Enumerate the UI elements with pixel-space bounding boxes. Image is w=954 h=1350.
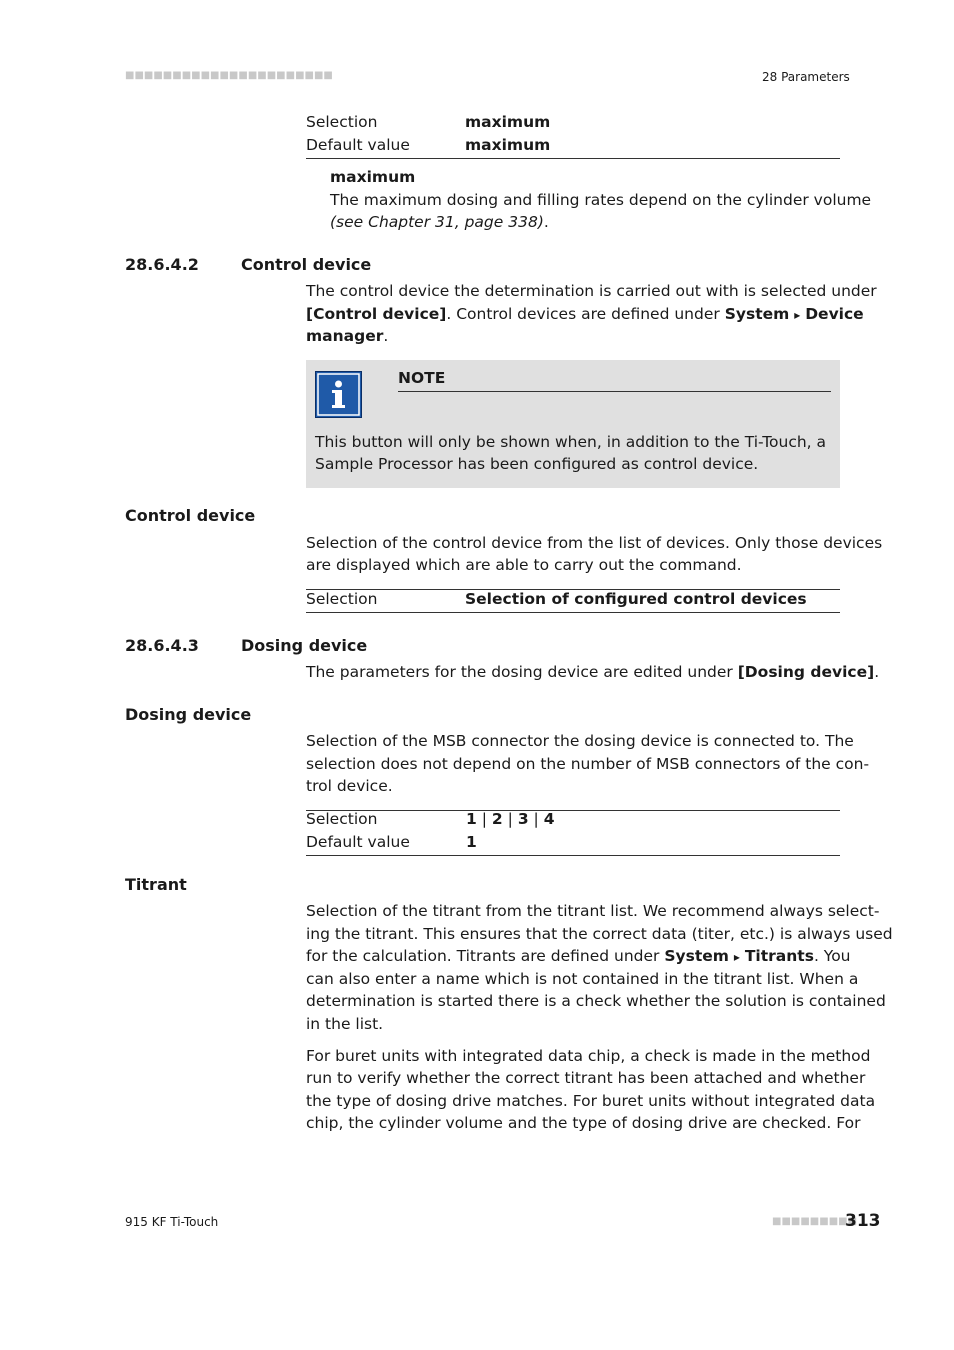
arrow-icon: ▸ <box>733 950 740 964</box>
param-dosing-selection-options: 1 | 2 | 3 | 4 <box>466 810 555 828</box>
param-titrant-p2-line1: For buret units with integrated data chip, a check is made in the method <box>306 1047 871 1065</box>
param-dosing-heading: Dosing device <box>125 705 252 724</box>
param-titrant-p2-line3: the type of dosing drive matches. For buret units without integrated data <box>306 1092 876 1110</box>
top-table-default-value: maximum <box>465 136 551 154</box>
top-table-default-label: Default value <box>306 136 410 154</box>
footer-product: 915 KF Ti-Touch <box>125 1215 219 1229</box>
param-titrant-p1-line5: determination is started there is a check whether the solution is contained <box>306 992 886 1010</box>
section-title: Dosing device <box>241 636 368 655</box>
section-number: 28.6.4.3 <box>125 636 199 655</box>
param-control-selection-value: Selection of configured control devices <box>465 590 807 608</box>
param-titrant-p1-line2: ing the titrant. This ensures that the correct data (titer, etc.) is always used <box>306 925 893 943</box>
header-chapter: 28 Parameters <box>762 70 850 84</box>
maximum-ref[interactable]: (see Chapter 31, page 338) <box>330 213 544 231</box>
param-titrant-p1-line3: for the calculation. Titrants are defined under System ▸ Titrants. You <box>306 947 851 965</box>
top-table-selection-label: Selection <box>306 113 378 131</box>
param-dosing-line3: trol device. <box>306 777 393 795</box>
page-number: 313 <box>845 1211 881 1231</box>
table-rule <box>306 612 840 613</box>
param-dosing-default-value: 1 <box>466 833 477 851</box>
note-line2: Sample Processor has been configured as control device. <box>315 455 759 473</box>
section-dosing-intro: The parameters for the dosing device are edited under [Dosing device]. <box>306 663 880 681</box>
param-dosing-line2: selection does not depend on the number of MSB connectors of the con- <box>306 755 870 773</box>
param-titrant-p1-line6: in the list. <box>306 1015 384 1033</box>
param-titrant-p2-line4: chip, the cylinder volume and the type of dosing drive are checked. For <box>306 1114 861 1132</box>
maximum-term: maximum <box>330 168 416 186</box>
section-title: Control device <box>241 255 372 274</box>
footer-decoration: ■■■■■■■■■ <box>772 1216 858 1227</box>
param-titrant-heading: Titrant <box>125 875 187 894</box>
section-intro-line1: The control device the determination is carried out with is selected under <box>306 282 877 300</box>
param-dosing-default-label: Default value <box>306 833 410 851</box>
note-rule <box>398 391 831 392</box>
table-rule <box>306 810 840 811</box>
info-icon <box>315 371 362 418</box>
note-title: NOTE <box>398 369 446 387</box>
note-line1: This button will only be shown when, in addition to the Ti-Touch, a <box>315 433 827 451</box>
param-control-line1: Selection of the control device from the list of devices. Only those devices <box>306 534 883 552</box>
param-titrant-p1-line1: Selection of the titrant from the titrant list. We recommend always select- <box>306 902 880 920</box>
param-dosing-selection-label: Selection <box>306 810 378 828</box>
param-control-heading: Control device <box>125 506 256 525</box>
param-titrant-p2-line2: run to verify whether the correct titrant has been attached and whether <box>306 1069 866 1087</box>
table-rule <box>306 855 840 856</box>
top-table-selection-value: maximum <box>465 113 551 131</box>
arrow-icon: ▸ <box>794 308 801 322</box>
section-intro-line2: [Control device]. Control devices are defined under System ▸ Device <box>306 305 864 323</box>
header-decoration: ■■■■■■■■■■■■■■■■■■■■■■ <box>125 70 333 81</box>
param-titrant-p1-line4: can also enter a name which is not contained in the titrant list. When a <box>306 970 859 988</box>
maximum-ref-line: (see Chapter 31, page 338). <box>330 213 549 231</box>
section-number: 28.6.4.2 <box>125 255 199 274</box>
table-rule <box>306 158 840 159</box>
param-control-line2: are displayed which are able to carry out the command. <box>306 556 742 574</box>
param-control-selection-label: Selection <box>306 590 378 608</box>
section-intro-line3: manager. <box>306 327 389 345</box>
maximum-text: The maximum dosing and filling rates depend on the cylinder volume <box>330 191 872 209</box>
param-dosing-line1: Selection of the MSB connector the dosing device is connected to. The <box>306 732 854 750</box>
